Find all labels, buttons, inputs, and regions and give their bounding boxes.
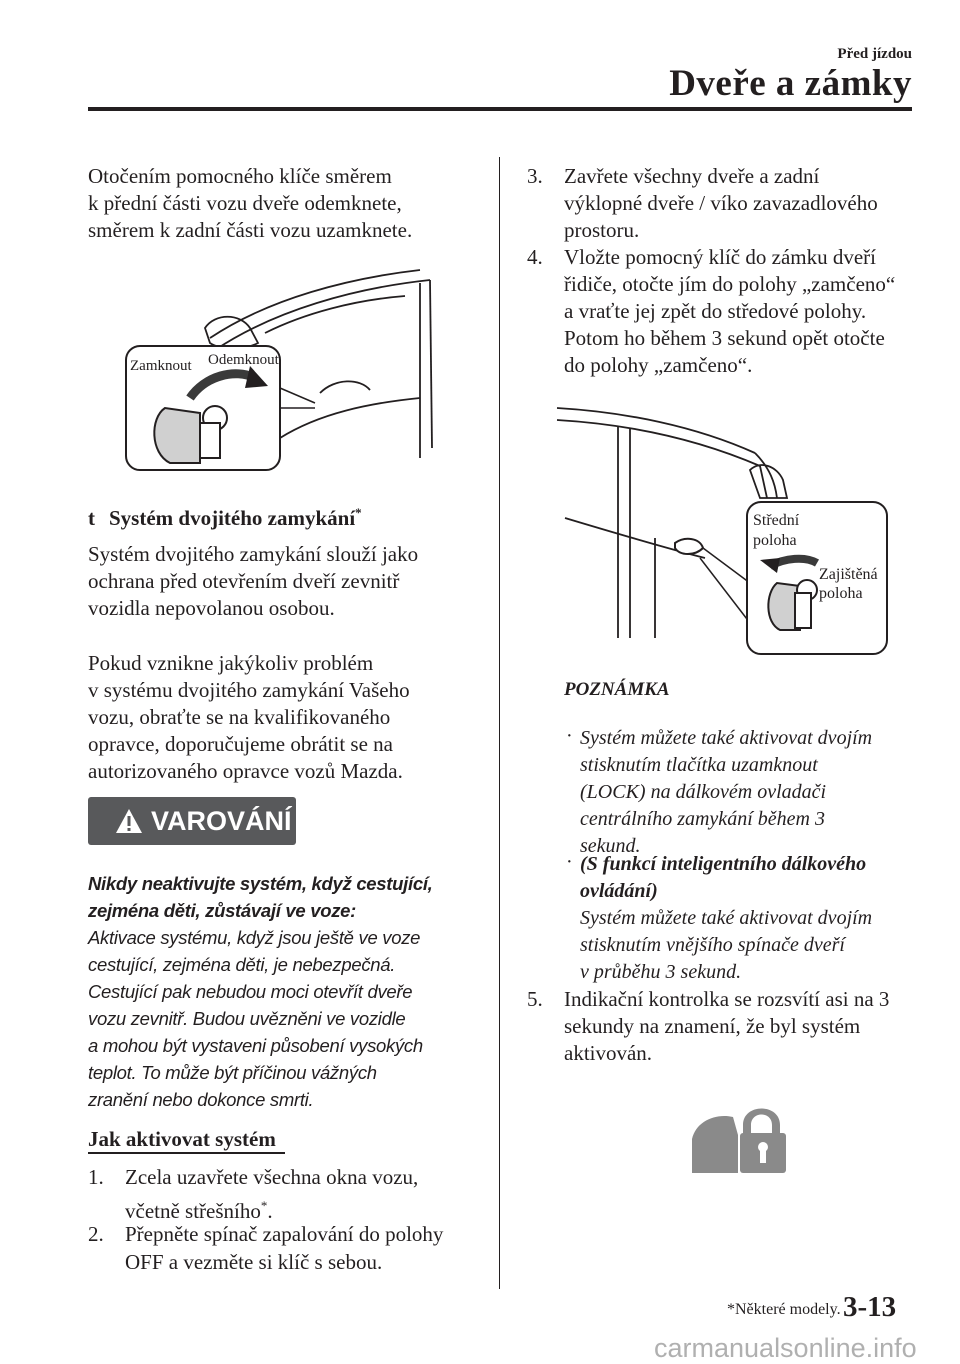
note-title: POZNÁMKA xyxy=(564,679,670,700)
step-1: 1. Zcela uzavřete všechna okna vozu, včetně střešního*. xyxy=(88,1165,419,1223)
security-indicator-icon xyxy=(688,1095,790,1175)
double-lock-problem-paragraph: Pokud vznikne jakýkoliv problém v systému dvojitého zamykání Vašeho vozu, obraťte se na kvalifikovaného opravce, doporučujeme obrátit se na autorizovaného opravce vozů Mazda. xyxy=(88,651,410,783)
center-position-label: Střední xyxy=(753,512,800,529)
warning-text: Nikdy neaktivujte systém, když cestující, zejména děti, zůstávají ve voze: Aktivace systému, když jsou ještě ve voze cestující, zejména děti, je nebezpečná. Cestující pak nebudou moci otevřít dveře vozu zevnitř. Budou uvězněni ve vozidle a mohou být vystaveni působení vysokých teplot. To může být příčinou vážných zranění nebo dokonce smrti. xyxy=(88,873,433,1110)
double-lock-description: Systém dvojitého zamykání slouží jako ochrana před otevřením dveří zevnitř vozidla nepovolanou osobou. xyxy=(88,542,419,620)
key-icon xyxy=(768,580,817,630)
note-bullet-1: · Systém můžete také aktivovat dvojím stisknutím tlačítka uzamknout (LOCK) na dálkovém ovladači centrálního zamykání během 3 sekund. xyxy=(566,725,873,857)
page-number: 3-13 xyxy=(843,1291,897,1323)
unlock-direction-label: Odemknout xyxy=(208,352,279,368)
activate-heading-underline xyxy=(88,1152,285,1154)
watermark: carmanualsonline.info xyxy=(654,1333,917,1363)
svg-text:poloha: poloha xyxy=(819,585,863,602)
step-3: 3. Zavřete všechny dveře a zadní výklopné dveře / víko zavazadlového prostoru. xyxy=(527,164,878,242)
header-rule xyxy=(88,107,912,111)
chapter-title: Dveře a zámky xyxy=(669,63,912,104)
warning-icon xyxy=(115,808,143,834)
intro-paragraph: Otočením pomocného klíče směrem k přední části vozu dveře odemknete, směrem k zadní části vozu uzamknete. xyxy=(88,164,413,242)
lock-direction-label: Zamknout xyxy=(130,358,192,374)
step-4: 4. Vložte pomocný klíč do zámku dveří řidiče, otočte jím do polohy „zamčeno“ a vraťte jej zpět do středové polohy. Potom ho během 3 sekund opět otočte do polohy „zamčeno“. xyxy=(527,245,896,377)
column-divider xyxy=(499,157,500,1289)
door-double-lock-figure xyxy=(555,398,895,660)
key-icon xyxy=(154,406,227,463)
step-5: 5. Indikační kontrolka se rozsvítí asi na 3 sekundy na znamení, že byl systém aktivován. xyxy=(527,987,890,1065)
door-unlock-figure xyxy=(120,258,440,480)
footnote: *Některé modely. xyxy=(727,1301,841,1318)
warning-badge: VAROVÁNÍ xyxy=(88,797,296,845)
double-lock-heading: t Systém dvojitého zamykání* xyxy=(88,505,362,530)
door-handle-icon xyxy=(675,539,703,554)
bullet-dot: · xyxy=(566,851,573,873)
note-bullet-2: · (S funkcí inteligentního dálkového ovládání) Systém můžete také aktivovat dvojím stisknutím vnějšího spínače dveří v průběhu 3 sekund. xyxy=(566,851,873,983)
section-title: Před jízdou xyxy=(837,46,912,62)
step-2: 2. Přepněte spínač zapalování do polohy OFF a vezměte si klíč s sebou. xyxy=(88,1222,444,1274)
bullet-dot: · xyxy=(566,725,573,747)
locked-position-label: Zajištěná xyxy=(819,566,878,583)
svg-text:poloha: poloha xyxy=(753,532,797,549)
activate-heading: Jak aktivovat systém xyxy=(88,1127,276,1151)
